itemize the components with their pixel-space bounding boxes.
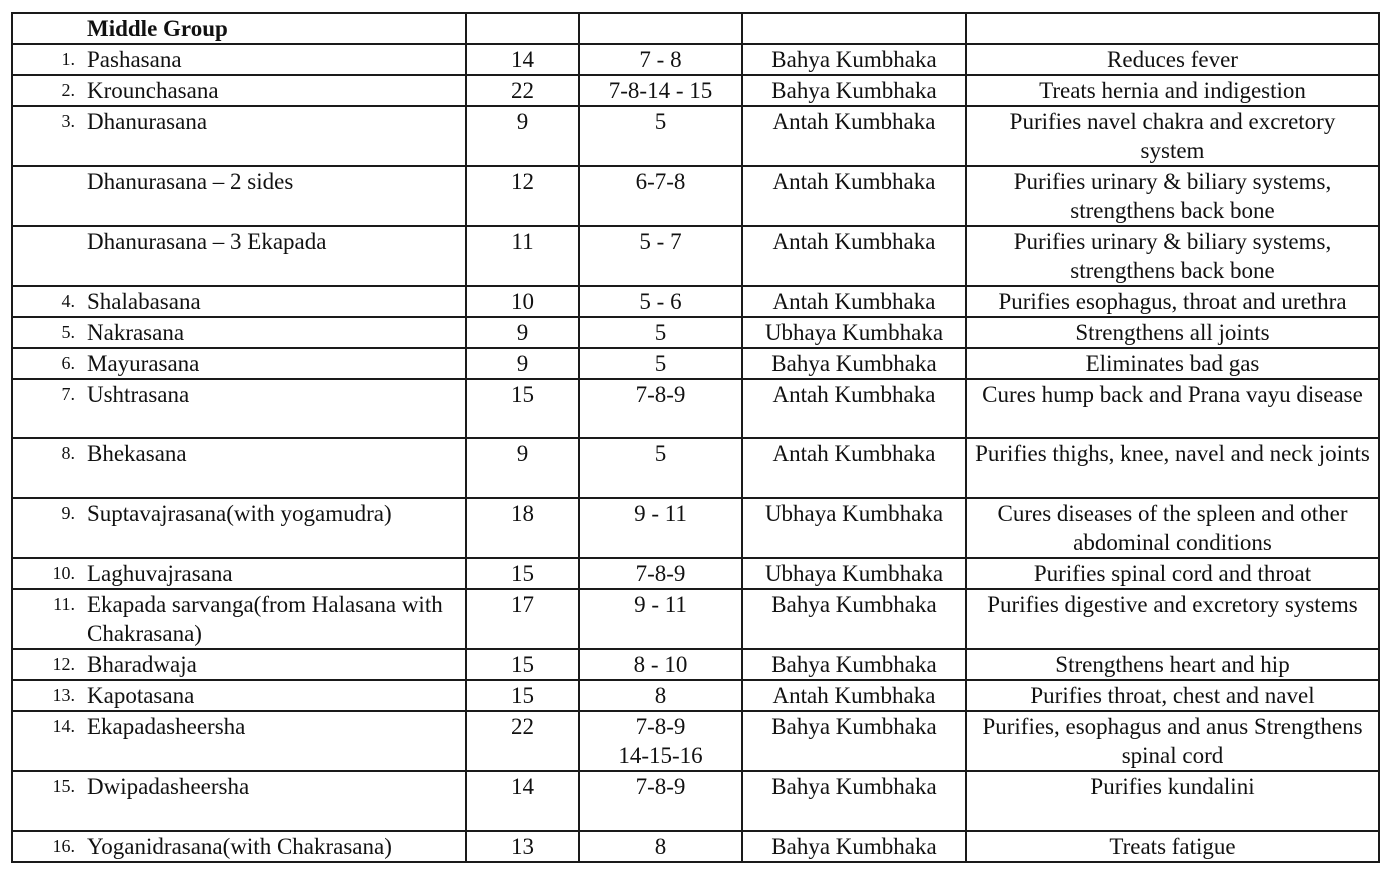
- kumbhaka-cell: [742, 226, 966, 286]
- asana-name-cell: [12, 831, 466, 862]
- benefit-text: Purifies digestive and excretory systems: [987, 592, 1358, 617]
- kumbhaka-text: Bahya Kumbhaka: [771, 714, 937, 739]
- header-empty-cell: [966, 13, 1379, 44]
- table-row: [12, 106, 1379, 166]
- count-cell: [466, 711, 579, 771]
- kumbhaka-text: Ubhaya Kumbhaka: [764, 561, 944, 586]
- steps-text: 8: [654, 683, 667, 708]
- kumbhaka-cell: [742, 558, 966, 589]
- kumbhaka-cell: [742, 75, 966, 106]
- asana-name-cell: [12, 771, 466, 831]
- group-title: Middle Group: [87, 16, 228, 41]
- count-cell: [466, 317, 579, 348]
- kumbhaka-text: Antah Kumbhaka: [772, 169, 936, 194]
- asana-name-cell: [12, 166, 466, 226]
- steps-text: 7-8-9: [635, 774, 686, 799]
- benefit-text: Purifies urinary & biliary systems, strengthens back bone: [1013, 169, 1332, 223]
- kumbhaka-cell: [742, 44, 966, 75]
- asana-name-cell: [12, 589, 466, 649]
- asana-name-cell: [12, 286, 466, 317]
- benefit-text: Purifies navel chakra and excretory system: [1009, 109, 1336, 163]
- steps-text: 7-8-9 14-15-16: [618, 714, 703, 768]
- asana-name: Ushtrasana: [87, 382, 190, 407]
- row-number: 10.: [52, 563, 75, 583]
- kumbhaka-cell: [742, 649, 966, 680]
- asana-name-cell: [12, 649, 466, 680]
- group-title-cell: [12, 13, 466, 44]
- row-number: 15.: [52, 776, 75, 796]
- kumbhaka-text: Bahya Kumbhaka: [771, 774, 937, 799]
- steps-cell: [579, 75, 742, 106]
- benefit-cell: [966, 438, 1379, 498]
- benefit-cell: [966, 771, 1379, 831]
- steps-cell: [579, 106, 742, 166]
- asana-name: Kapotasana: [87, 683, 195, 708]
- count-cell: [466, 44, 579, 75]
- steps-cell: [579, 558, 742, 589]
- asana-name-cell: [12, 348, 466, 379]
- count-text: 12: [511, 169, 534, 194]
- asana-name: Laghuvajrasana: [87, 561, 233, 586]
- asana-name-cell: [12, 438, 466, 498]
- asana-name: Ekapadasheersha: [87, 714, 246, 739]
- benefit-text: Strengthens heart and hip: [1055, 652, 1290, 677]
- header-empty-cell: [579, 13, 742, 44]
- asana-name: Bhekasana: [87, 441, 187, 466]
- count-text: 9: [516, 109, 529, 134]
- kumbhaka-text: Bahya Kumbhaka: [771, 351, 937, 376]
- header-empty-cell: [742, 13, 966, 44]
- steps-text: 9 - 11: [634, 501, 687, 526]
- table-row: [12, 75, 1379, 106]
- count-text: 15: [511, 561, 534, 586]
- table-row: [12, 498, 1379, 558]
- benefit-cell: [966, 831, 1379, 862]
- benefit-text: Purifies kundalini: [1090, 774, 1255, 799]
- steps-text: 5: [654, 109, 667, 134]
- asana-name-cell: [12, 44, 466, 75]
- count-text: 14: [511, 47, 534, 72]
- steps-cell: [579, 166, 742, 226]
- table-row: [12, 317, 1379, 348]
- table-row: [12, 771, 1379, 831]
- table-row: [12, 680, 1379, 711]
- count-text: 15: [511, 382, 534, 407]
- row-number: 6.: [61, 353, 75, 373]
- asana-name-cell: [12, 106, 466, 166]
- kumbhaka-cell: [742, 286, 966, 317]
- asana-name: Krounchasana: [87, 78, 219, 103]
- asana-name: Bharadwaja: [87, 652, 197, 677]
- steps-text: 7-8-9: [635, 561, 686, 586]
- count-cell: [466, 106, 579, 166]
- table-row: [12, 558, 1379, 589]
- kumbhaka-text: Antah Kumbhaka: [772, 289, 936, 314]
- row-number: 14.: [52, 716, 75, 736]
- count-cell: [466, 379, 579, 438]
- table-row: [12, 286, 1379, 317]
- asana-name-cell: [12, 75, 466, 106]
- table-row: [12, 438, 1379, 498]
- row-number: 9.: [61, 503, 75, 523]
- count-text: 15: [511, 652, 534, 677]
- kumbhaka-cell: [742, 438, 966, 498]
- count-text: 11: [511, 229, 534, 254]
- asana-name-cell: [12, 558, 466, 589]
- kumbhaka-text: Bahya Kumbhaka: [771, 652, 937, 677]
- benefit-cell: [966, 348, 1379, 379]
- count-cell: [466, 649, 579, 680]
- kumbhaka-text: Antah Kumbhaka: [772, 109, 936, 134]
- kumbhaka-cell: [742, 106, 966, 166]
- kumbhaka-cell: [742, 831, 966, 862]
- benefit-cell: [966, 44, 1379, 75]
- count-cell: [466, 498, 579, 558]
- asana-name-cell: [12, 379, 466, 438]
- benefit-text: Cures diseases of the spleen and other abdominal conditions: [997, 501, 1348, 555]
- steps-cell: [579, 348, 742, 379]
- benefit-cell: [966, 317, 1379, 348]
- kumbhaka-text: Antah Kumbhaka: [772, 229, 936, 254]
- table-row: [12, 166, 1379, 226]
- row-number: 11.: [53, 594, 75, 614]
- count-text: 9: [516, 320, 529, 345]
- steps-text: 7 - 8: [639, 47, 682, 72]
- benefit-text: Strengthens all joints: [1075, 320, 1270, 345]
- steps-cell: [579, 44, 742, 75]
- count-cell: [466, 348, 579, 379]
- count-cell: [466, 226, 579, 286]
- count-text: 13: [511, 834, 534, 859]
- table-row: [12, 711, 1379, 771]
- benefit-text: Cures hump back and Prana vayu disease: [982, 382, 1363, 407]
- count-text: 9: [516, 351, 529, 376]
- count-text: 17: [511, 592, 534, 617]
- asana-name-cell: [12, 226, 466, 286]
- row-number: 5.: [61, 322, 75, 342]
- count-cell: [466, 831, 579, 862]
- benefit-text: Purifies esophagus, throat and urethra: [998, 289, 1347, 314]
- steps-cell: [579, 680, 742, 711]
- benefit-cell: [966, 166, 1379, 226]
- kumbhaka-text: Bahya Kumbhaka: [771, 47, 937, 72]
- kumbhaka-cell: [742, 680, 966, 711]
- asana-table: [11, 12, 1380, 863]
- steps-cell: [579, 649, 742, 680]
- steps-text: 5 - 6: [639, 289, 682, 314]
- asana-name-cell: [12, 317, 466, 348]
- benefit-cell: [966, 286, 1379, 317]
- steps-text: 7-8-14 - 15: [608, 78, 713, 103]
- asana-name: Dhanurasana – 3 Ekapada: [87, 229, 327, 254]
- row-number: 1.: [61, 49, 75, 69]
- kumbhaka-text: Bahya Kumbhaka: [771, 834, 937, 859]
- benefit-text: Purifies urinary & biliary systems, strengthens back bone: [1013, 229, 1332, 283]
- benefit-text: Purifies throat, chest and navel: [1030, 683, 1315, 708]
- benefit-text: Purifies, esophagus and anus Strengthens spinal cord: [982, 714, 1363, 768]
- table-row: [12, 44, 1379, 75]
- kumbhaka-text: Ubhaya Kumbhaka: [764, 320, 944, 345]
- kumbhaka-cell: [742, 379, 966, 438]
- benefit-text: Eliminates bad gas: [1085, 351, 1260, 376]
- benefit-text: Purifies thighs, knee, navel and neck joints: [975, 441, 1370, 466]
- asana-name: Dhanurasana – 2 sides: [87, 169, 294, 194]
- count-cell: [466, 166, 579, 226]
- benefit-cell: [966, 379, 1379, 438]
- count-text: 14: [511, 774, 534, 799]
- steps-cell: [579, 438, 742, 498]
- kumbhaka-cell: [742, 711, 966, 771]
- table-row: [12, 226, 1379, 286]
- kumbhaka-text: Antah Kumbhaka: [772, 441, 936, 466]
- asana-name: Dwipadasheersha: [87, 774, 250, 799]
- count-cell: [466, 286, 579, 317]
- asana-name: Suptavajrasana(with yogamudra): [87, 501, 392, 526]
- steps-cell: [579, 226, 742, 286]
- kumbhaka-text: Antah Kumbhaka: [772, 683, 936, 708]
- table-row: [12, 589, 1379, 649]
- asana-table-body: [12, 13, 1379, 862]
- kumbhaka-cell: [742, 589, 966, 649]
- count-text: 15: [511, 683, 534, 708]
- benefit-text: Treats fatigue: [1109, 834, 1236, 859]
- table-row: [12, 379, 1379, 438]
- steps-cell: [579, 379, 742, 438]
- steps-cell: [579, 498, 742, 558]
- asana-name: Yoganidrasana(with Chakrasana): [87, 834, 392, 859]
- steps-cell: [579, 286, 742, 317]
- count-cell: [466, 771, 579, 831]
- steps-cell: [579, 589, 742, 649]
- row-number: 7.: [61, 384, 75, 404]
- benefit-cell: [966, 498, 1379, 558]
- benefit-text: Treats hernia and indigestion: [1039, 78, 1306, 103]
- group-header-row: [12, 13, 1379, 44]
- benefit-cell: [966, 680, 1379, 711]
- steps-text: 5: [654, 351, 667, 376]
- count-text: 22: [511, 714, 534, 739]
- row-number: 16.: [52, 836, 75, 856]
- asana-name-cell: [12, 711, 466, 771]
- kumbhaka-text: Antah Kumbhaka: [772, 382, 936, 407]
- table-row: [12, 649, 1379, 680]
- kumbhaka-cell: [742, 771, 966, 831]
- row-number: 12.: [52, 654, 75, 674]
- steps-text: 6-7-8: [635, 169, 686, 194]
- kumbhaka-cell: [742, 348, 966, 379]
- benefit-cell: [966, 711, 1379, 771]
- count-text: 9: [516, 441, 529, 466]
- benefit-text: Purifies spinal cord and throat: [1033, 561, 1312, 586]
- steps-text: 7-8-9: [635, 382, 686, 407]
- count-cell: [466, 589, 579, 649]
- kumbhaka-text: Ubhaya Kumbhaka: [764, 501, 944, 526]
- asana-name: Pashasana: [87, 47, 182, 72]
- row-number: 3.: [61, 111, 75, 131]
- count-text: 18: [511, 501, 534, 526]
- table-row: [12, 831, 1379, 862]
- kumbhaka-cell: [742, 166, 966, 226]
- benefit-cell: [966, 649, 1379, 680]
- steps-cell: [579, 317, 742, 348]
- steps-text: 5: [654, 441, 667, 466]
- benefit-cell: [966, 558, 1379, 589]
- benefit-cell: [966, 589, 1379, 649]
- table-row: [12, 348, 1379, 379]
- steps-text: 8: [654, 834, 667, 859]
- steps-cell: [579, 831, 742, 862]
- row-number: 2.: [61, 80, 75, 100]
- header-empty-cell: [466, 13, 579, 44]
- count-cell: [466, 438, 579, 498]
- benefit-cell: [966, 226, 1379, 286]
- kumbhaka-cell: [742, 317, 966, 348]
- count-cell: [466, 558, 579, 589]
- asana-name: Dhanurasana: [87, 109, 208, 134]
- count-cell: [466, 75, 579, 106]
- asana-name-cell: [12, 498, 466, 558]
- row-number: 8.: [61, 443, 75, 463]
- asana-name-cell: [12, 680, 466, 711]
- row-number: 13.: [52, 685, 75, 705]
- steps-cell: [579, 711, 742, 771]
- steps-cell: [579, 771, 742, 831]
- kumbhaka-text: Bahya Kumbhaka: [771, 592, 937, 617]
- asana-name: Mayurasana: [87, 351, 200, 376]
- count-text: 22: [511, 78, 534, 103]
- benefit-text: Reduces fever: [1107, 47, 1238, 72]
- kumbhaka-cell: [742, 498, 966, 558]
- count-text: 10: [511, 289, 534, 314]
- steps-text: 8 - 10: [633, 652, 688, 677]
- steps-text: 5 - 7: [639, 229, 682, 254]
- benefit-cell: [966, 106, 1379, 166]
- asana-name: Shalabasana: [87, 289, 201, 314]
- steps-text: 5: [654, 320, 667, 345]
- asana-name: Ekapada sarvanga(from Halasana with Chakrasana): [87, 592, 443, 646]
- asana-name: Nakrasana: [87, 320, 185, 345]
- count-cell: [466, 680, 579, 711]
- row-number: 4.: [61, 291, 75, 311]
- steps-text: 9 - 11: [634, 592, 687, 617]
- benefit-cell: [966, 75, 1379, 106]
- kumbhaka-text: Bahya Kumbhaka: [771, 78, 937, 103]
